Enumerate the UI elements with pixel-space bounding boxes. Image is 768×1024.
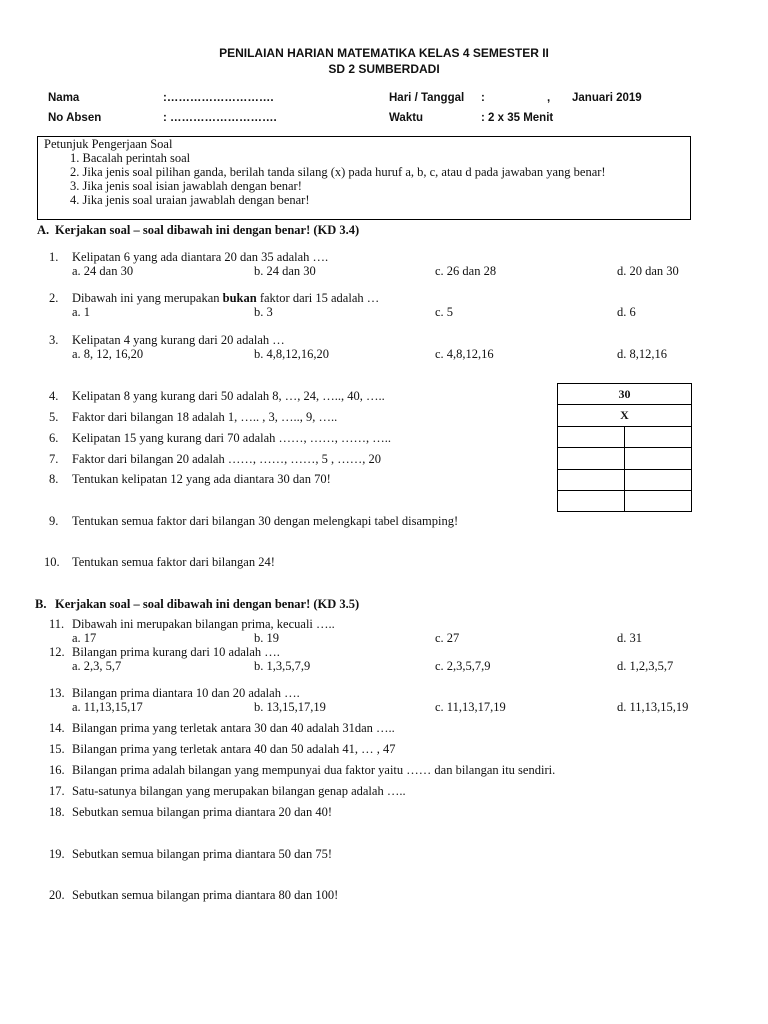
option-a[interactable]: a. 2,3, 5,7 <box>72 659 122 673</box>
question-number: 5. <box>49 410 59 424</box>
question-text: Tentukan semua faktor dari bilangan 30 dengan melengkapi tabel disamping! <box>72 514 459 528</box>
question-number: 12. <box>49 645 65 659</box>
option-b[interactable]: b. 13,15,17,19 <box>254 700 326 714</box>
section-b-title: Kerjakan soal – soal dibawah ini dengan benar! (KD 3.5) <box>55 597 360 611</box>
question-number: 15. <box>49 742 65 756</box>
factor-table-cell[interactable] <box>625 426 692 447</box>
question-text: Kelipatan 6 yang ada diantara 20 dan 35 adalah …. <box>72 250 329 264</box>
question-number: 11. <box>49 617 65 631</box>
hari-tanggal-date: Januari 2019 <box>572 92 642 104</box>
nama-label: Nama <box>48 92 80 104</box>
question-number: 14. <box>49 721 65 735</box>
factor-table-cell[interactable] <box>625 490 692 511</box>
question-text: Sebutkan semua bilangan prima diantara 20 dan 40! <box>72 805 332 819</box>
waktu-value: : 2 x 35 Menit <box>481 112 554 124</box>
section-b-letter: B. <box>35 597 47 611</box>
option-c[interactable]: c. 4,8,12,16 <box>435 347 494 361</box>
option-a[interactable]: a. 11,13,15,17 <box>72 700 143 714</box>
absen-label: No Absen <box>48 112 102 124</box>
question-text: Sebutkan semua bilangan prima diantara 80 dan 100! <box>72 888 339 902</box>
question-text: Bilangan prima yang terletak antara 30 dan 40 adalah 31dan ….. <box>72 721 395 735</box>
option-c[interactable]: c. 5 <box>435 305 454 319</box>
question-text: Dibawah ini yang merupakan bukan faktor dari 15 adalah … <box>72 291 380 305</box>
factor-table-cell[interactable] <box>558 448 625 469</box>
question-text: Kelipatan 8 yang kurang dari 50 adalah 8, …, 24, ….., 40, ….. <box>72 389 385 403</box>
option-d[interactable]: d. 8,12,16 <box>617 347 667 361</box>
question-number: 9. <box>49 514 59 528</box>
page-title: PENILAIAN HARIAN MATEMATIKA KELAS 4 SEMESTER II <box>219 46 549 60</box>
section-a-title: Kerjakan soal – soal dibawah ini dengan benar! (KD 3.4) <box>55 223 360 237</box>
question-number: 20. <box>49 888 65 902</box>
question-text: Kelipatan 15 yang kurang dari 70 adalah ……, ……, ……, ….. <box>72 431 392 445</box>
option-b[interactable]: b. 19 <box>254 631 279 645</box>
option-b[interactable]: b. 4,8,12,16,20 <box>254 347 329 361</box>
question-text: Faktor dari bilangan 20 adalah ……, ……, ……, 5 , ……, 20 <box>72 452 381 466</box>
factor-table-cell[interactable] <box>558 490 625 511</box>
question-text: Bilangan prima diantara 10 dan 20 adalah …. <box>72 686 300 700</box>
option-c[interactable]: c. 11,13,17,19 <box>435 700 506 714</box>
option-b[interactable]: b. 3 <box>254 305 273 319</box>
question-text: Kelipatan 4 yang kurang dari 20 adalah … <box>72 333 285 347</box>
option-a[interactable]: a. 8, 12, 16,20 <box>72 347 144 361</box>
question-text: Bilangan prima yang terletak antara 40 dan 50 adalah 41, … , 47 <box>72 742 396 756</box>
instruction-item: 1. Bacalah perintah soal <box>70 151 191 165</box>
question-text: Bilangan prima kurang dari 10 adalah …. <box>72 645 280 659</box>
instruction-item: 2. Jika jenis soal pilihan ganda, berilah tanda silang (x) pada huruf a, b, c, atau d pada jawaban yang benar! <box>70 165 606 179</box>
question-number: 7. <box>49 452 59 466</box>
question-text: Tentukan kelipatan 12 yang ada diantara 30 dan 70! <box>72 472 331 486</box>
instruction-item: 3. Jika jenis soal isian jawablah dengan benar! <box>70 179 302 193</box>
nama-field[interactable]: :………………………. <box>163 92 274 104</box>
option-d[interactable]: d. 6 <box>617 305 636 319</box>
question-number: 3. <box>49 333 59 347</box>
factor-table-operator: X <box>558 405 692 426</box>
option-c[interactable]: c. 26 dan 28 <box>435 264 497 278</box>
option-a[interactable]: a. 1 <box>72 305 91 319</box>
question-number: 2. <box>49 291 59 305</box>
school-name: SD 2 SUMBERDADI <box>328 62 440 76</box>
option-d[interactable]: d. 1,2,3,5,7 <box>617 659 674 673</box>
question-number: 17. <box>49 784 65 798</box>
option-b[interactable]: b. 1,3,5,7,9 <box>254 659 311 673</box>
question-number: 4. <box>49 389 59 403</box>
hari-tanggal-colon: : <box>481 92 485 104</box>
question-text: Tentukan semua faktor dari bilangan 24! <box>72 555 275 569</box>
option-d[interactable]: d. 11,13,15,19 <box>617 700 689 714</box>
factor-table-cell[interactable] <box>625 469 692 490</box>
question-text: Bilangan prima adalah bilangan yang mempunyai dua faktor yaitu …… dan bilangan itu sendiri. <box>72 763 556 777</box>
question-number: 16. <box>49 763 65 777</box>
option-a[interactable]: a. 24 dan 30 <box>72 264 134 278</box>
option-d[interactable]: d. 31 <box>617 631 642 645</box>
question-number: 13. <box>49 686 65 700</box>
option-b[interactable]: b. 24 dan 30 <box>254 264 316 278</box>
hari-tanggal-comma: , <box>547 92 551 104</box>
question-number: 1. <box>49 250 59 264</box>
question-number: 10. <box>44 555 60 569</box>
question-text: Faktor dari bilangan 18 adalah 1, ….. , 3, ….., 9, ….. <box>72 410 338 424</box>
absen-field[interactable]: : ………………………. <box>163 112 277 124</box>
emphasis-bukan: bukan <box>222 291 257 305</box>
instructions-title: Petunjuk Pengerjaan Soal <box>44 137 173 151</box>
option-a[interactable]: a. 17 <box>72 631 97 645</box>
hari-tanggal-label: Hari / Tanggal <box>389 92 465 104</box>
option-c[interactable]: c. 2,3,5,7,9 <box>435 659 491 673</box>
option-d[interactable]: d. 20 dan 30 <box>617 264 679 278</box>
question-number: 18. <box>49 805 65 819</box>
factor-table-cell[interactable] <box>625 448 692 469</box>
question-number: 19. <box>49 847 65 861</box>
section-a-letter: A. <box>37 223 50 237</box>
factor-table-cell[interactable] <box>558 426 625 447</box>
factor-table-cell[interactable] <box>558 469 625 490</box>
question-number: 8. <box>49 472 59 486</box>
question-number: 6. <box>49 431 59 445</box>
waktu-label: Waktu <box>389 112 424 124</box>
option-c[interactable]: c. 27 <box>435 631 460 645</box>
factor-table <box>557 383 692 512</box>
factor-table-header: 30 <box>558 384 692 405</box>
question-text: Sebutkan semua bilangan prima diantara 50 dan 75! <box>72 847 332 861</box>
question-text: Satu-satunya bilangan yang merupakan bilangan genap adalah ….. <box>72 784 406 798</box>
instruction-item: 4. Jika jenis soal uraian jawablah dengan benar! <box>70 193 310 207</box>
question-text: Dibawah ini merupakan bilangan prima, kecuali ….. <box>72 617 335 631</box>
